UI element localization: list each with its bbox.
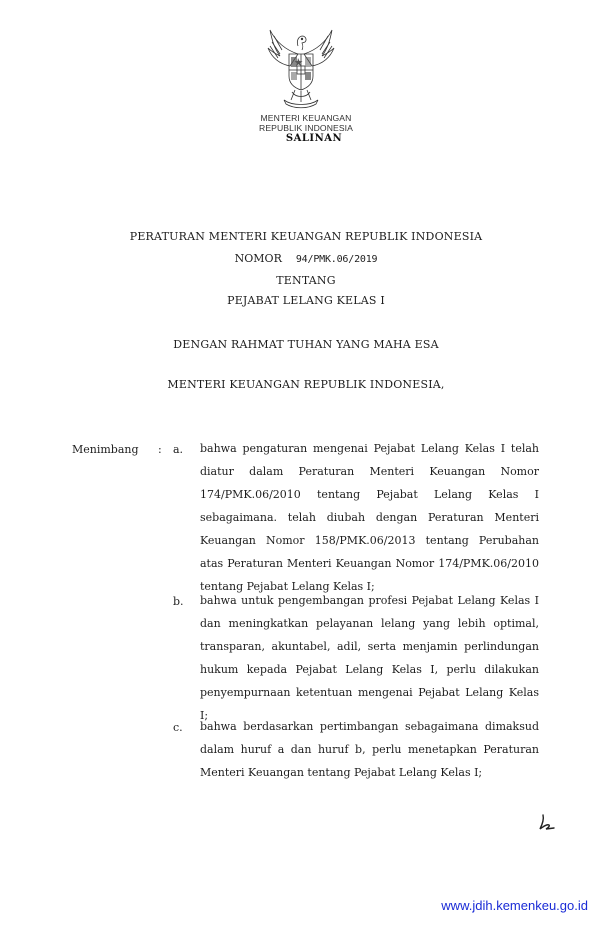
item-b-text: bahwa untuk pengembangan profesi Pejabat Lelang Kelas I dan meningkatkan pelayanan lelang yang lebih optimal, transparan, akuntabel, adil, serta menjamin perlindungan hukum kepada Pejabat Lelang Kelas I, perlu dilakukan penyempurnaan ketentuan mengenai Pejabat Lelang Kelas I; bbox=[200, 594, 539, 722]
regulation-number bbox=[0, 252, 612, 265]
item-c-marker: c. bbox=[173, 721, 183, 734]
institution-line-1: MENTERI KEUANGAN bbox=[260, 113, 352, 123]
tentang-label: TENTANG bbox=[276, 274, 336, 287]
regulation-subject: PEJABAT LELANG KELAS I bbox=[227, 294, 385, 307]
initial-signature-mark bbox=[537, 813, 557, 833]
salinan-stamp: SALINAN bbox=[285, 133, 343, 144]
authority-line: MENTERI KEUANGAN REPUBLIK INDONESIA, bbox=[167, 378, 445, 391]
footer-website-link[interactable]: www.jdih.kemenkeu.go.id bbox=[441, 898, 588, 913]
institution-line-2: REPUBLIK INDONESIA bbox=[259, 123, 353, 133]
considerations-colon: : bbox=[158, 443, 162, 456]
item-a-text: bahwa pengaturan mengenai Pejabat Lelang Kelas I telah diatur dalam Peraturan Menteri Keuangan Nomor 174/PMK.06/2010 tentang Pejabat Lelang Kelas I sebagaimana. telah diubah dengan Peraturan Menteri Keuangan Nomor 158/PMK.06/2013 tentang Perubahan atas Peraturan Menteri Keuangan Nomor 174/PMK.06/2010 tentang Pejabat Lelang Kelas I; bbox=[200, 442, 539, 593]
regulation-title: PERATURAN MENTERI KEUANGAN REPUBLIK INDONESIA bbox=[129, 230, 483, 243]
blessing-line: DENGAN RAHMAT TUHAN YANG MAHA ESA bbox=[173, 338, 439, 351]
item-b-marker: b. bbox=[173, 595, 184, 608]
garuda-emblem-icon bbox=[262, 24, 340, 110]
item-c-text: bahwa berdasarkan pertimbangan sebagaimana dimaksud dalam huruf a dan huruf b, perlu menetapkan Peraturan Menteri Keuangan tentang Pejabat Lelang Kelas I; bbox=[200, 720, 539, 779]
nomor-label: NOMOR bbox=[234, 252, 282, 265]
considerations-label: Menimbang bbox=[72, 443, 139, 456]
nomor-value: 94/PMK.06/2019 bbox=[295, 254, 378, 265]
item-a-marker: a. bbox=[173, 443, 184, 456]
